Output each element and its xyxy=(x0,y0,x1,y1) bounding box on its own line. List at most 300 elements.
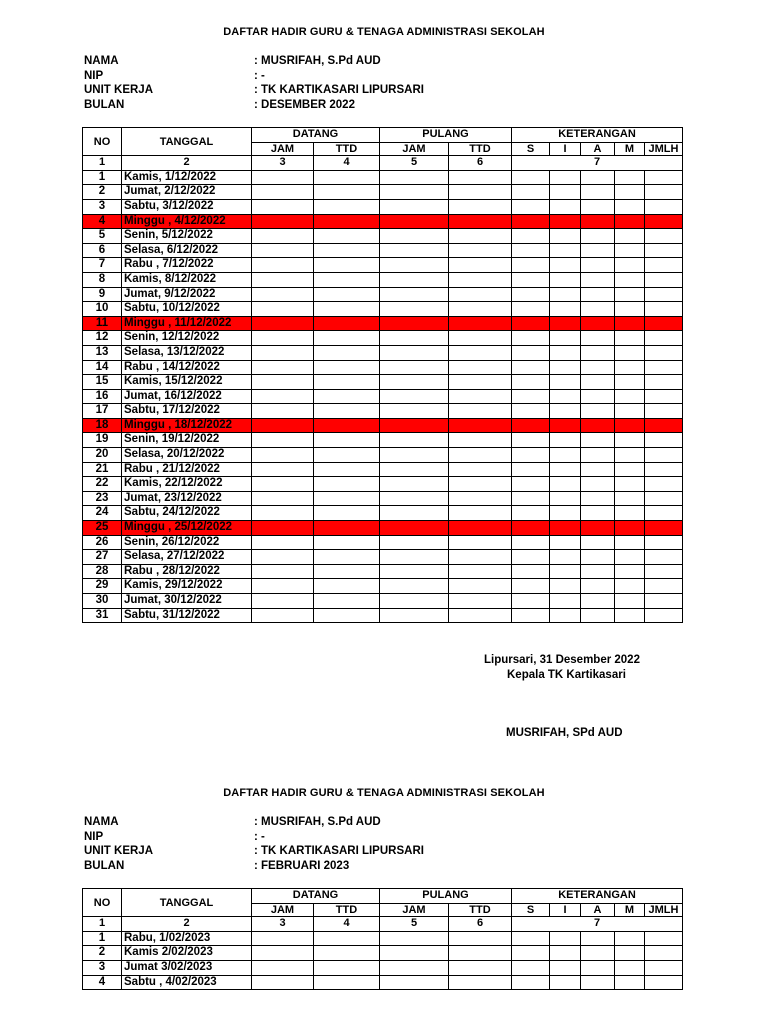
pulang-ttd-cell xyxy=(449,345,512,360)
ket-m-cell xyxy=(615,331,645,346)
table-row xyxy=(83,477,683,492)
table-row xyxy=(83,331,683,346)
row-number: 5 xyxy=(83,229,122,244)
pulang-jam-cell xyxy=(380,331,449,346)
ket-a-cell xyxy=(581,448,615,463)
ket-m-cell xyxy=(615,404,645,419)
datang-jam-cell xyxy=(252,946,314,961)
pulang-ttd-cell xyxy=(449,199,512,214)
page-title: DAFTAR HADIR GURU & TENAGA ADMINISTRASI SEKOLAH xyxy=(223,26,545,38)
pulang-ttd-cell xyxy=(449,506,512,521)
ket-m-cell xyxy=(615,946,645,961)
row-date: Jumat, 2/12/2022 xyxy=(122,185,252,200)
ket-jmlh-cell xyxy=(645,418,683,433)
info-value: : TK KARTIKASARI LIPURSARI xyxy=(254,84,424,97)
ket-a-cell xyxy=(581,360,615,375)
ket-m-cell xyxy=(615,521,645,536)
ket-jmlh-cell xyxy=(645,564,683,579)
datang-jam-cell xyxy=(252,199,314,214)
ket-i-cell xyxy=(550,506,581,521)
info-row-bulan xyxy=(84,98,424,113)
attendance-table xyxy=(82,888,683,990)
ket-s-cell xyxy=(512,331,550,346)
pulang-ttd-cell xyxy=(449,272,512,287)
pulang-jam-cell xyxy=(380,579,449,594)
ket-jmlh-cell xyxy=(645,345,683,360)
header-pulang: PULANG xyxy=(380,128,512,143)
signature-position: Kepala TK Kartikasari xyxy=(507,669,626,681)
ket-i-cell xyxy=(550,229,581,244)
ket-i-cell xyxy=(550,564,581,579)
ket-m-cell xyxy=(615,579,645,594)
pulang-ttd-cell xyxy=(449,243,512,258)
pulang-ttd-cell xyxy=(449,360,512,375)
row-date: Sabtu, 10/12/2022 xyxy=(122,302,252,317)
datang-ttd-cell xyxy=(314,185,380,200)
ket-s-cell xyxy=(512,594,550,609)
ket-s-cell xyxy=(512,448,550,463)
table-row xyxy=(83,360,683,375)
pulang-jam-cell xyxy=(380,975,449,990)
pulang-jam-cell xyxy=(380,931,449,946)
table-row xyxy=(83,375,683,390)
datang-ttd-cell xyxy=(314,404,380,419)
ket-jmlh-cell xyxy=(645,946,683,961)
pulang-ttd-cell xyxy=(449,331,512,346)
pulang-ttd-cell xyxy=(449,258,512,273)
datang-ttd-cell xyxy=(314,199,380,214)
row-number: 11 xyxy=(83,316,122,331)
row-date: Sabtu, 17/12/2022 xyxy=(122,404,252,419)
info-value: : MUSRIFAH, S.Pd AUD xyxy=(254,816,381,828)
table-row-sunday xyxy=(83,418,683,433)
datang-jam-cell xyxy=(252,564,314,579)
pulang-ttd-cell xyxy=(449,316,512,331)
ket-a-cell xyxy=(581,345,615,360)
header-datang: DATANG xyxy=(252,889,380,904)
ket-jmlh-cell xyxy=(645,506,683,521)
pulang-ttd-cell xyxy=(449,287,512,302)
ket-s-cell xyxy=(512,229,550,244)
datang-jam-cell xyxy=(252,258,314,273)
header-i: I xyxy=(550,903,581,917)
ket-m-cell xyxy=(615,550,645,565)
ket-m-cell xyxy=(615,418,645,433)
row-date: Kamis, 8/12/2022 xyxy=(122,272,252,287)
header-jam: JAM xyxy=(252,142,314,156)
row-date: Jumat, 30/12/2022 xyxy=(122,594,252,609)
ket-i-cell xyxy=(550,360,581,375)
table-row xyxy=(83,448,683,463)
ket-m-cell xyxy=(615,316,645,331)
pulang-ttd-cell xyxy=(449,170,512,185)
row-date: Sabtu, 24/12/2022 xyxy=(122,506,252,521)
datang-jam-cell xyxy=(252,389,314,404)
ket-jmlh-cell xyxy=(645,579,683,594)
ket-i-cell xyxy=(550,243,581,258)
table-row xyxy=(83,462,683,477)
ket-i-cell xyxy=(550,946,581,961)
datang-ttd-cell xyxy=(314,287,380,302)
column-number: 2 xyxy=(122,156,252,171)
ket-i-cell xyxy=(550,960,581,975)
ket-jmlh-cell xyxy=(645,389,683,404)
row-date: Jumat, 23/12/2022 xyxy=(122,491,252,506)
row-number: 31 xyxy=(83,608,122,623)
row-number: 3 xyxy=(83,199,122,214)
ket-s-cell xyxy=(512,360,550,375)
datang-ttd-cell xyxy=(314,594,380,609)
ket-jmlh-cell xyxy=(645,477,683,492)
pulang-ttd-cell xyxy=(449,477,512,492)
row-date: Jumat, 16/12/2022 xyxy=(122,389,252,404)
ket-jmlh-cell xyxy=(645,302,683,317)
pulang-jam-cell xyxy=(380,360,449,375)
column-number: 6 xyxy=(449,156,512,171)
ket-a-cell xyxy=(581,975,615,990)
pulang-jam-cell xyxy=(380,170,449,185)
ket-jmlh-cell xyxy=(645,462,683,477)
datang-ttd-cell xyxy=(314,564,380,579)
header-jmlh: JMLH xyxy=(645,142,683,156)
header-i: I xyxy=(550,142,581,156)
ket-s-cell xyxy=(512,462,550,477)
header-s: S xyxy=(512,142,550,156)
ket-i-cell xyxy=(550,345,581,360)
datang-ttd-cell xyxy=(314,258,380,273)
column-number: 4 xyxy=(314,156,380,171)
table-row xyxy=(83,975,683,990)
row-number: 2 xyxy=(83,185,122,200)
ket-a-cell xyxy=(581,608,615,623)
table-row xyxy=(83,594,683,609)
info-row-nip xyxy=(84,830,424,845)
pulang-ttd-cell xyxy=(449,448,512,463)
row-date: Rabu , 14/12/2022 xyxy=(122,360,252,375)
pulang-jam-cell xyxy=(380,564,449,579)
pulang-ttd-cell xyxy=(449,491,512,506)
datang-ttd-cell xyxy=(314,360,380,375)
row-number: 23 xyxy=(83,491,122,506)
datang-jam-cell xyxy=(252,535,314,550)
pulang-ttd-cell xyxy=(449,375,512,390)
pulang-jam-cell xyxy=(380,229,449,244)
pulang-jam-cell xyxy=(380,302,449,317)
header-jam: JAM xyxy=(380,142,449,156)
pulang-jam-cell xyxy=(380,946,449,961)
datang-ttd-cell xyxy=(314,506,380,521)
datang-jam-cell xyxy=(252,579,314,594)
ket-s-cell xyxy=(512,375,550,390)
ket-s-cell xyxy=(512,433,550,448)
datang-jam-cell xyxy=(252,170,314,185)
row-date: Jumat, 9/12/2022 xyxy=(122,287,252,302)
info-row-nama xyxy=(84,54,424,69)
header-a: A xyxy=(581,903,615,917)
table-row xyxy=(83,960,683,975)
ket-jmlh-cell xyxy=(645,550,683,565)
row-date: Sabtu , 4/02/2023 xyxy=(122,975,252,990)
header-m: M xyxy=(615,903,645,917)
ket-i-cell xyxy=(550,521,581,536)
row-number: 29 xyxy=(83,579,122,594)
row-number: 16 xyxy=(83,389,122,404)
datang-jam-cell xyxy=(252,331,314,346)
pulang-ttd-cell xyxy=(449,594,512,609)
row-number: 21 xyxy=(83,462,122,477)
table-row xyxy=(83,931,683,946)
ket-a-cell xyxy=(581,302,615,317)
ket-jmlh-cell xyxy=(645,375,683,390)
ket-m-cell xyxy=(615,272,645,287)
ket-m-cell xyxy=(615,535,645,550)
ket-a-cell xyxy=(581,433,615,448)
ket-i-cell xyxy=(550,316,581,331)
row-date: Senin, 5/12/2022 xyxy=(122,229,252,244)
row-number: 25 xyxy=(83,521,122,536)
ket-a-cell xyxy=(581,243,615,258)
table-row-sunday xyxy=(83,316,683,331)
ket-jmlh-cell xyxy=(645,535,683,550)
pulang-ttd-cell xyxy=(449,960,512,975)
row-number: 6 xyxy=(83,243,122,258)
pulang-ttd-cell xyxy=(449,418,512,433)
row-date: Rabu , 7/12/2022 xyxy=(122,258,252,273)
table-row xyxy=(83,389,683,404)
ket-m-cell xyxy=(615,287,645,302)
table-row xyxy=(83,579,683,594)
datang-ttd-cell xyxy=(314,946,380,961)
row-date: Kamis, 15/12/2022 xyxy=(122,375,252,390)
row-number: 26 xyxy=(83,535,122,550)
column-number: 3 xyxy=(252,156,314,171)
ket-s-cell xyxy=(512,608,550,623)
row-number: 17 xyxy=(83,404,122,419)
ket-s-cell xyxy=(512,550,550,565)
row-number: 7 xyxy=(83,258,122,273)
info-label: NIP xyxy=(84,830,104,843)
ket-i-cell xyxy=(550,214,581,229)
row-number: 27 xyxy=(83,550,122,565)
signature-name: MUSRIFAH, SPd AUD xyxy=(506,727,623,739)
ket-jmlh-cell xyxy=(645,433,683,448)
ket-jmlh-cell xyxy=(645,975,683,990)
pulang-jam-cell xyxy=(380,316,449,331)
info-label: NIP xyxy=(84,69,104,82)
datang-jam-cell xyxy=(252,229,314,244)
pulang-jam-cell xyxy=(380,448,449,463)
ket-jmlh-cell xyxy=(645,594,683,609)
datang-jam-cell xyxy=(252,931,314,946)
pulang-ttd-cell xyxy=(449,931,512,946)
ket-m-cell xyxy=(615,564,645,579)
column-number: 1 xyxy=(83,156,122,171)
table-row xyxy=(83,506,683,521)
info-label: BULAN xyxy=(84,859,125,872)
employee-info xyxy=(84,815,424,873)
table-row xyxy=(83,433,683,448)
pulang-jam-cell xyxy=(380,199,449,214)
ket-a-cell xyxy=(581,404,615,419)
row-date: Kamis, 29/12/2022 xyxy=(122,579,252,594)
datang-ttd-cell xyxy=(314,214,380,229)
info-row-bulan xyxy=(84,859,424,874)
datang-ttd-cell xyxy=(314,535,380,550)
datang-jam-cell xyxy=(252,316,314,331)
pulang-jam-cell xyxy=(380,404,449,419)
info-label: NAMA xyxy=(84,55,119,67)
ket-a-cell xyxy=(581,214,615,229)
table-row xyxy=(83,243,683,258)
pulang-jam-cell xyxy=(380,491,449,506)
ket-s-cell xyxy=(512,975,550,990)
info-value: : TK KARTIKASARI LIPURSARI xyxy=(254,845,424,858)
ket-jmlh-cell xyxy=(645,199,683,214)
datang-ttd-cell xyxy=(314,579,380,594)
header-keterangan: KETERANGAN xyxy=(512,128,683,143)
table-row xyxy=(83,608,683,623)
ket-a-cell xyxy=(581,506,615,521)
row-number: 1 xyxy=(83,931,122,946)
info-value: : DESEMBER 2022 xyxy=(254,98,355,111)
column-number: 7 xyxy=(512,156,683,171)
table-row xyxy=(83,258,683,273)
datang-ttd-cell xyxy=(314,302,380,317)
datang-jam-cell xyxy=(252,302,314,317)
row-number: 4 xyxy=(83,975,122,990)
ket-jmlh-cell xyxy=(645,331,683,346)
datang-ttd-cell xyxy=(314,462,380,477)
column-number: 1 xyxy=(83,917,122,932)
ket-i-cell xyxy=(550,535,581,550)
pulang-ttd-cell xyxy=(449,214,512,229)
datang-jam-cell xyxy=(252,975,314,990)
column-number: 2 xyxy=(122,917,252,932)
pulang-jam-cell xyxy=(380,418,449,433)
column-number: 3 xyxy=(252,917,314,932)
ket-i-cell xyxy=(550,375,581,390)
ket-jmlh-cell xyxy=(645,214,683,229)
pulang-jam-cell xyxy=(380,389,449,404)
datang-jam-cell xyxy=(252,448,314,463)
datang-ttd-cell xyxy=(314,960,380,975)
table-row xyxy=(83,491,683,506)
ket-m-cell xyxy=(615,302,645,317)
ket-i-cell xyxy=(550,550,581,565)
ket-m-cell xyxy=(615,185,645,200)
ket-s-cell xyxy=(512,579,550,594)
ket-m-cell xyxy=(615,214,645,229)
ket-s-cell xyxy=(512,185,550,200)
ket-i-cell xyxy=(550,170,581,185)
ket-a-cell xyxy=(581,491,615,506)
ket-a-cell xyxy=(581,579,615,594)
ket-i-cell xyxy=(550,491,581,506)
ket-s-cell xyxy=(512,491,550,506)
row-date: Rabu, 1/02/2023 xyxy=(122,931,252,946)
ket-a-cell xyxy=(581,199,615,214)
pulang-ttd-cell xyxy=(449,608,512,623)
pulang-ttd-cell xyxy=(449,564,512,579)
ket-a-cell xyxy=(581,272,615,287)
row-number: 12 xyxy=(83,331,122,346)
pulang-ttd-cell xyxy=(449,302,512,317)
datang-jam-cell xyxy=(252,418,314,433)
ket-a-cell xyxy=(581,550,615,565)
datang-jam-cell xyxy=(252,375,314,390)
pulang-jam-cell xyxy=(380,521,449,536)
header-tanggal: TANGGAL xyxy=(122,889,252,917)
row-number: 22 xyxy=(83,477,122,492)
datang-jam-cell xyxy=(252,550,314,565)
row-number: 19 xyxy=(83,433,122,448)
column-number-row xyxy=(83,917,683,932)
column-number: 5 xyxy=(380,156,449,171)
row-date: Minggu , 25/12/2022 xyxy=(122,521,252,536)
header-no: NO xyxy=(83,128,122,156)
pulang-ttd-cell xyxy=(449,946,512,961)
pulang-ttd-cell xyxy=(449,550,512,565)
ket-a-cell xyxy=(581,477,615,492)
info-row-unit-kerja xyxy=(84,844,424,859)
ket-a-cell xyxy=(581,960,615,975)
datang-ttd-cell xyxy=(314,331,380,346)
ket-m-cell xyxy=(615,433,645,448)
pulang-ttd-cell xyxy=(449,433,512,448)
ket-i-cell xyxy=(550,272,581,287)
info-row-nama xyxy=(84,815,424,830)
info-value: : - xyxy=(254,69,265,82)
info-value: : MUSRIFAH, S.Pd AUD xyxy=(254,55,381,67)
ket-a-cell xyxy=(581,418,615,433)
ket-jmlh-cell xyxy=(645,448,683,463)
ket-s-cell xyxy=(512,960,550,975)
ket-s-cell xyxy=(512,287,550,302)
row-date: Rabu , 28/12/2022 xyxy=(122,564,252,579)
pulang-ttd-cell xyxy=(449,975,512,990)
header-ttd: TTD xyxy=(314,903,380,917)
ket-a-cell xyxy=(581,535,615,550)
ket-m-cell xyxy=(615,360,645,375)
header-s: S xyxy=(512,903,550,917)
info-row-unit-kerja xyxy=(84,83,424,98)
pulang-jam-cell xyxy=(380,185,449,200)
ket-i-cell xyxy=(550,931,581,946)
ket-s-cell xyxy=(512,345,550,360)
row-date: Kamis, 1/12/2022 xyxy=(122,170,252,185)
table-row xyxy=(83,272,683,287)
ket-jmlh-cell xyxy=(645,258,683,273)
row-number: 2 xyxy=(83,946,122,961)
row-number: 1 xyxy=(83,170,122,185)
datang-ttd-cell xyxy=(314,316,380,331)
pulang-jam-cell xyxy=(380,345,449,360)
ket-s-cell xyxy=(512,199,550,214)
pulang-jam-cell xyxy=(380,477,449,492)
table-row xyxy=(83,302,683,317)
ket-a-cell xyxy=(581,316,615,331)
pulang-jam-cell xyxy=(380,214,449,229)
row-date: Senin, 19/12/2022 xyxy=(122,433,252,448)
ket-i-cell xyxy=(550,258,581,273)
row-number: 10 xyxy=(83,302,122,317)
header-a: A xyxy=(581,142,615,156)
table-row xyxy=(83,946,683,961)
ket-jmlh-cell xyxy=(645,404,683,419)
datang-jam-cell xyxy=(252,608,314,623)
datang-ttd-cell xyxy=(314,170,380,185)
ket-a-cell xyxy=(581,931,615,946)
